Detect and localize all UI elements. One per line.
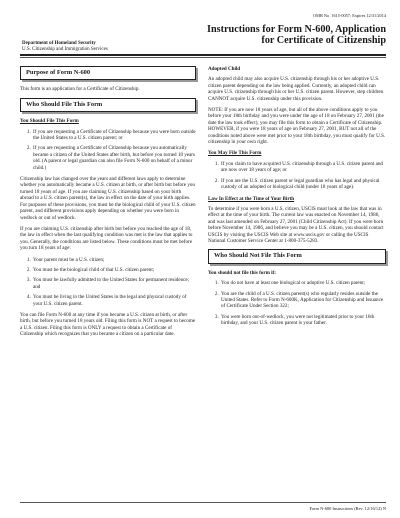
list-item: 2. If you are requesting a Certificate of Citizenship because you automatically became a citizen of the United States after birth, but before you turned 18 years old. (A parent or legal guardian can also file Form N-600 on behalf of a minor child.): [32, 145, 196, 171]
list-item: 1. Your parent must be a U.S. citizen;: [32, 257, 196, 263]
adopted-child-heading: Adopted Child: [208, 66, 241, 72]
file-anytime-paragraph: You can file Form N-600 at any time if you became a U.S. citizen at birth, or after birth, but before you turned 18 years old. Filing this form is NOT a request to become a U.S. citizen. Filing this form is ONLY a request to obtain a Certificate of Citizenship which recognizes that you became a citizen on a particular date.: [20, 311, 196, 338]
page-footer: Form N-600 Instructions (Rev. 12/16/12) N: [309, 506, 386, 511]
agency-block: [22, 41, 108, 53]
right-column: [208, 66, 386, 332]
list-item: 3. You were born out-of-wedlock, you were not legitimated prior to your 16th birthday, and your U.S. citizen parent is your father.: [220, 314, 386, 327]
header-rule-thin: [20, 57, 386, 58]
after-birth-paragraph: If you are claiming U.S. citizenship after birth but before you reached the age of 18, the law in effect when the last qualifying condition was met is the law that applies to you. Generally, the conditions are listed below. These conditions must be met before you turn 18 years of age:: [20, 225, 193, 252]
omb-number: OMB No. 1615-0057; Expires 12/31/2014: [313, 13, 386, 18]
header-rule: [20, 54, 386, 56]
left-column: [20, 66, 196, 343]
may-file-subheading: You May File This Form: [208, 150, 262, 157]
should-not-file-label: You should not file this form if:: [208, 269, 276, 276]
should-not-file-list: [208, 280, 386, 326]
conditions-list: [20, 257, 196, 307]
adopted-child-text: An adopted child may also acquire U.S. citizenship through his or her adoptive U.S. citizen parent depending on the law being applied. Currently, an adopted child can acquire U.S. citizenship through his or her U.S. citizen parent. However, step children CANNOT acquire U.S. citizenship under this provision.: [208, 76, 384, 102]
list-item: 2. You are the child of a U.S. citizen parent(s) who regularly resides outside the United States. Refer to Form N-600K, Application for Citizenship and Issuance of Certificate Under Section 322;: [220, 291, 386, 310]
list-item: 4. You must be living in the United States in the legal and physical custody of your U.S. citizen parent.: [32, 294, 196, 307]
law-paragraph: Citizenship law has changed over the years and different laws apply to determine whether you automatically became a U.S. citizen at birth, or after birth but before you turned 18 years of age. If you are claiming U.S. citizenship based on your birth abroad to a U.S. citizen parent(s), the law in effect on the date of your birth applies. For purposes of these provisions, you must be the biological child of your U.S. citizen parent, and different provisions apply depending on whether you were born in wedlock or out of wedlock.: [20, 176, 196, 221]
list-item: 1. If you claim to have acquired U.S. citizenship through a U.S. citizen parent and are now over 18 years of age; or: [220, 161, 386, 174]
law-in-effect-text: To determine if you were born a U.S. citizen, USCIS must look at the law that was in effect at the time of your birth. The current law was enacted on November 14, 1986, and was last amended on February 27, 2001 (Child Citizenship Act). If you were born before November 14, 1986, and believe you may be a U.S. citizen, you should contact USCIS by visiting the USCIS Web site at www.uscis.gov or calling the USCIS National Customer Service Center at 1-800-375-5283.: [208, 205, 384, 244]
footer-rule: [20, 502, 386, 503]
form-title-line2: for Certificate of Citizenship: [261, 35, 386, 46]
department-name: Department of Homeland Security: [22, 41, 96, 46]
purpose-text: This form is an application for a Certificate of Citizenship.: [20, 86, 140, 93]
list-item: 2. You must be the biological child of that U.S. citizen parent;: [32, 267, 196, 273]
form-title-line1: Instructions for Form N-600, Application: [207, 24, 386, 35]
note-text: NOTE: If you are now 18 years of age, but all of the above conditions apply to you before your 18th birthday and you were under the age of 18 on February 27, 2001 (the date the law took effect), you may file this form to obtain a Certificate of Citizenship. HOWEVER, if you were 18 years of age on February 27, 2001, BUT not all of the conditions noted above were met prior to your 18th birthday, you must qualify for U.S. citizenship in your own right.: [208, 107, 386, 146]
who-should-not-file-heading: Who Should Not File This Form: [208, 249, 386, 263]
agency-name: U.S. Citizenship and Immigration Services: [22, 47, 108, 53]
who-should-file-heading: Who Should File This Form: [20, 98, 196, 112]
form-title: [207, 24, 386, 46]
purpose-heading: Purpose of Form N-600: [20, 66, 196, 80]
list-item: 3. You must be lawfully admitted to the United States for permanent residence; and: [32, 277, 196, 290]
list-item: 1. You do not have at least one biological or adoptive U.S. citizen parent;: [220, 280, 386, 286]
law-in-effect-subheading: Law In Effect at the Time of Your Birth: [208, 195, 295, 202]
list-item: 1. If you are requesting a Certificate of Citizenship because you were born outside the United States to a U.S. citizen parent; or: [32, 129, 196, 142]
list-item: 2. If you are the U.S. citizen parent or legal guardian who has legal and physical custody of an adopted or biological child (under 18 years of age).: [220, 178, 386, 191]
should-file-list: [20, 129, 196, 171]
you-should-file-subheading: You Should File This Form: [20, 118, 79, 125]
may-file-list: [208, 161, 386, 191]
